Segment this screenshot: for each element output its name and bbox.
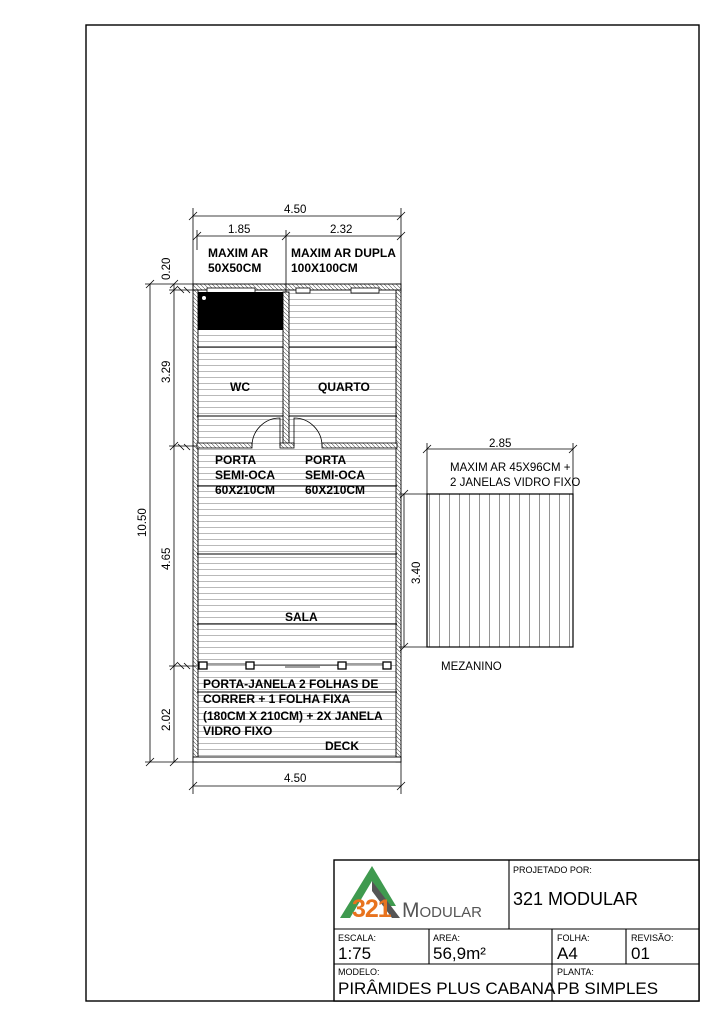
post-4	[383, 662, 391, 669]
dim-bottom-total: 4.50	[284, 773, 307, 785]
window-quarto-left	[296, 288, 310, 293]
wc-fixture-dot	[202, 296, 206, 300]
outer-wall-left	[193, 284, 198, 762]
sheet-value: A4	[557, 944, 578, 963]
door1-label-2: SEMI-OCA	[215, 468, 275, 482]
mezzanine-plan	[399, 438, 580, 673]
lower-wall-right	[322, 443, 397, 448]
designer-label: PROJETADO POR:	[513, 865, 592, 875]
mezzanine-label: MEZANINO	[441, 661, 502, 673]
lower-wall-center	[280, 443, 294, 448]
area-value: 56,9m²	[433, 944, 486, 963]
dim-left-sala: 4.65	[161, 547, 173, 570]
post-1	[199, 662, 207, 669]
plan-label: PLANTA:	[557, 967, 594, 977]
dim-top-right: 2.32	[330, 224, 353, 236]
dim-left-deck: 2.02	[161, 708, 173, 731]
logo-number: 321	[352, 895, 391, 923]
dim-left-wc: 3.29	[161, 360, 173, 383]
sliding-door-label-2: CORRER + 1 FOLHA FIXA	[203, 692, 351, 706]
room-label-sala: SALA	[285, 610, 318, 624]
door1-label-1: PORTA	[215, 453, 257, 467]
window-wc-label-2: 50X50CM	[208, 261, 262, 275]
dim-mezzanine-width: 2.85	[489, 438, 512, 450]
post-3	[338, 662, 346, 669]
door2-label-3: 60X210CM	[305, 483, 366, 497]
model-label: MODELO:	[338, 967, 380, 977]
door1-label-3: 60X210CM	[215, 483, 276, 497]
revision-label: REVISÃO:	[631, 933, 674, 943]
dim-mezzanine-height: 3.40	[411, 561, 423, 584]
door2-label-2: SEMI-OCA	[305, 468, 365, 482]
outer-wall-right	[396, 284, 401, 762]
partition-wall	[283, 292, 289, 444]
scale-value: 1:75	[338, 944, 372, 963]
model-value: PIRÂMIDES PLUS CABANA	[338, 979, 556, 998]
dim-top-total: 4.50	[284, 204, 307, 216]
window-quarto-label-1: MAXIM AR DUPLA	[291, 246, 396, 260]
designer-value: 321 MODULAR	[513, 889, 639, 909]
room-label-deck: DECK	[325, 739, 360, 753]
room-label-quarto: QUARTO	[318, 380, 370, 394]
floor-plan	[193, 246, 401, 762]
scale-label: ESCALA:	[338, 933, 377, 943]
mezzanine-note-2: 2 JANELAS VIDRO FIXO	[450, 477, 581, 489]
window-wc-label-1: MAXIM AR	[208, 246, 269, 260]
sheet-label: FOLHA:	[557, 933, 590, 943]
outer-wall-bottom	[193, 757, 401, 762]
room-label-wc: WC	[230, 380, 250, 394]
mezzanine-floor	[427, 494, 573, 647]
sliding-door-label-4: VIDRO FIXO	[203, 724, 273, 738]
door2-label-1: PORTA	[305, 453, 347, 467]
dim-top-left: 1.85	[228, 224, 251, 236]
wc-fixture	[198, 292, 283, 330]
sliding-door-label-3: (180CM X 210CM) + 2X JANELA	[203, 709, 383, 723]
window-quarto-right	[351, 288, 379, 293]
mezzanine-note-1: MAXIM AR 45X96CM +	[450, 462, 571, 474]
title-block	[334, 860, 699, 1001]
plan-value: PB SIMPLES	[557, 979, 659, 998]
dim-left-wall: 0.20	[161, 257, 173, 280]
window-quarto-label-2: 100X100CM	[291, 261, 358, 275]
logo-word: Modular	[402, 899, 483, 922]
post-2	[246, 662, 254, 669]
revision-value: 01	[631, 944, 650, 963]
dim-left-overall: 10.50	[137, 508, 149, 537]
sliding-door-label-1: PORTA-JANELA 2 FOLHAS DE	[203, 677, 379, 691]
area-label: AREA:	[433, 933, 461, 943]
lower-wall-left	[197, 443, 252, 448]
